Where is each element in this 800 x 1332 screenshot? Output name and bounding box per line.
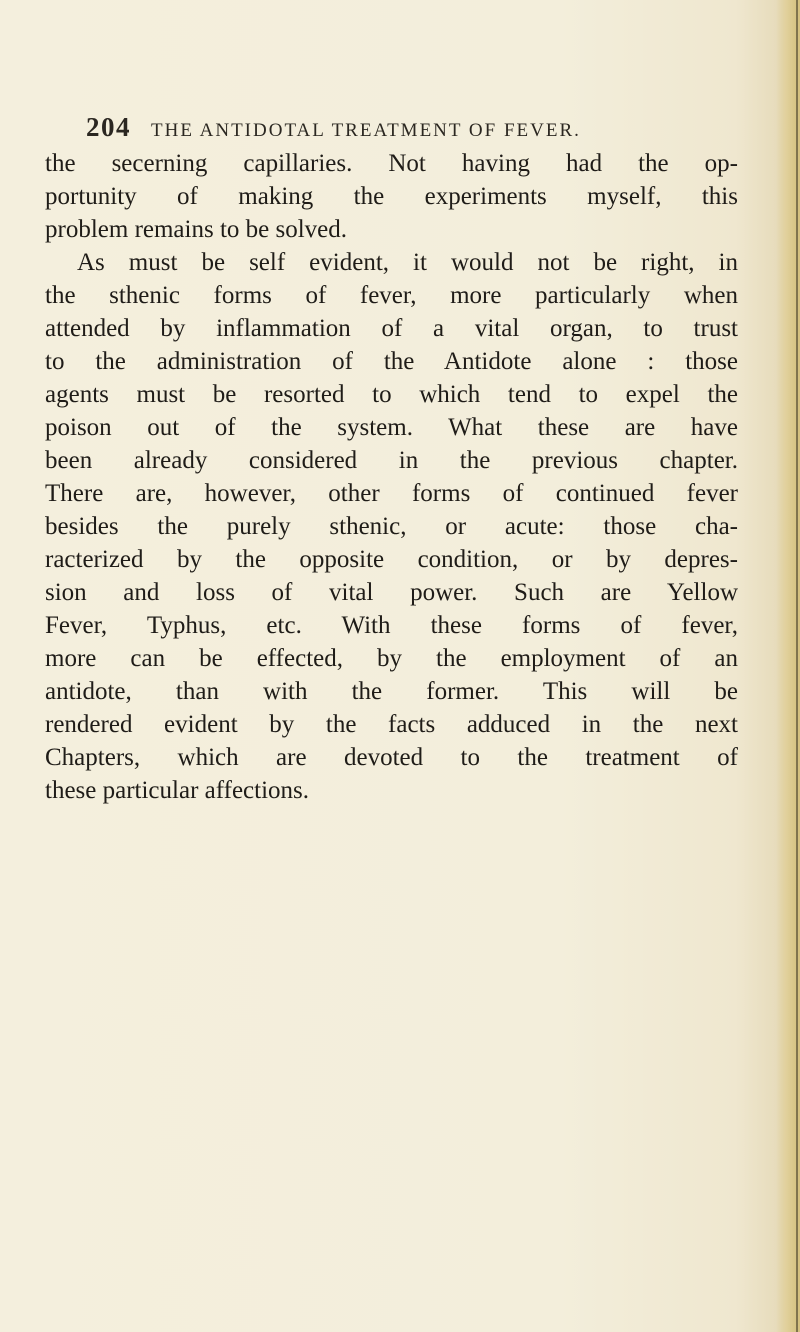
text-line: these particular affections. (45, 777, 310, 804)
running-title: THE ANTIDOTAL TREATMENT OF FEVER. (151, 120, 581, 141)
text-line: been already considered in the previous chapter. (45, 447, 738, 474)
page-edge-line (796, 0, 798, 1332)
text-line: agents must be resorted to which tend to expel the (45, 381, 738, 408)
text-line: As must be self evident, it would not be right, in (77, 249, 738, 276)
text-line: the secerning capillaries. Not having had the op- (45, 150, 738, 177)
text-line: antidote, than with the former. This will be (45, 678, 738, 705)
text-line: portunity of making the experiments myself, this (45, 183, 738, 210)
running-head (86, 112, 736, 142)
text-line: Chapters, which are devoted to the treatment of (45, 744, 738, 771)
page-number: 204 (86, 112, 131, 142)
text-line: attended by inflammation of a vital organ, to trust (45, 315, 738, 342)
text-line: the sthenic forms of fever, more particularly when (45, 282, 738, 309)
text-line: racterized by the opposite condition, or by depres- (45, 546, 738, 573)
text-line: problem remains to be solved. (45, 216, 348, 243)
text-line: Fever, Typhus, etc. With these forms of fever, (45, 612, 738, 639)
text-line: to the administration of the Antidote alone : those (45, 348, 738, 375)
text-line: more can be effected, by the employment of an (45, 645, 738, 672)
text-line: rendered evident by the facts adduced in the next (45, 711, 738, 738)
body-text (45, 147, 738, 807)
text-line: poison out of the system. What these are have (45, 414, 738, 441)
text-line: There are, however, other forms of continued fever (45, 480, 738, 507)
text-line: sion and loss of vital power. Such are Yellow (45, 579, 738, 606)
text-line: besides the purely sthenic, or acute: those cha- (45, 513, 738, 540)
